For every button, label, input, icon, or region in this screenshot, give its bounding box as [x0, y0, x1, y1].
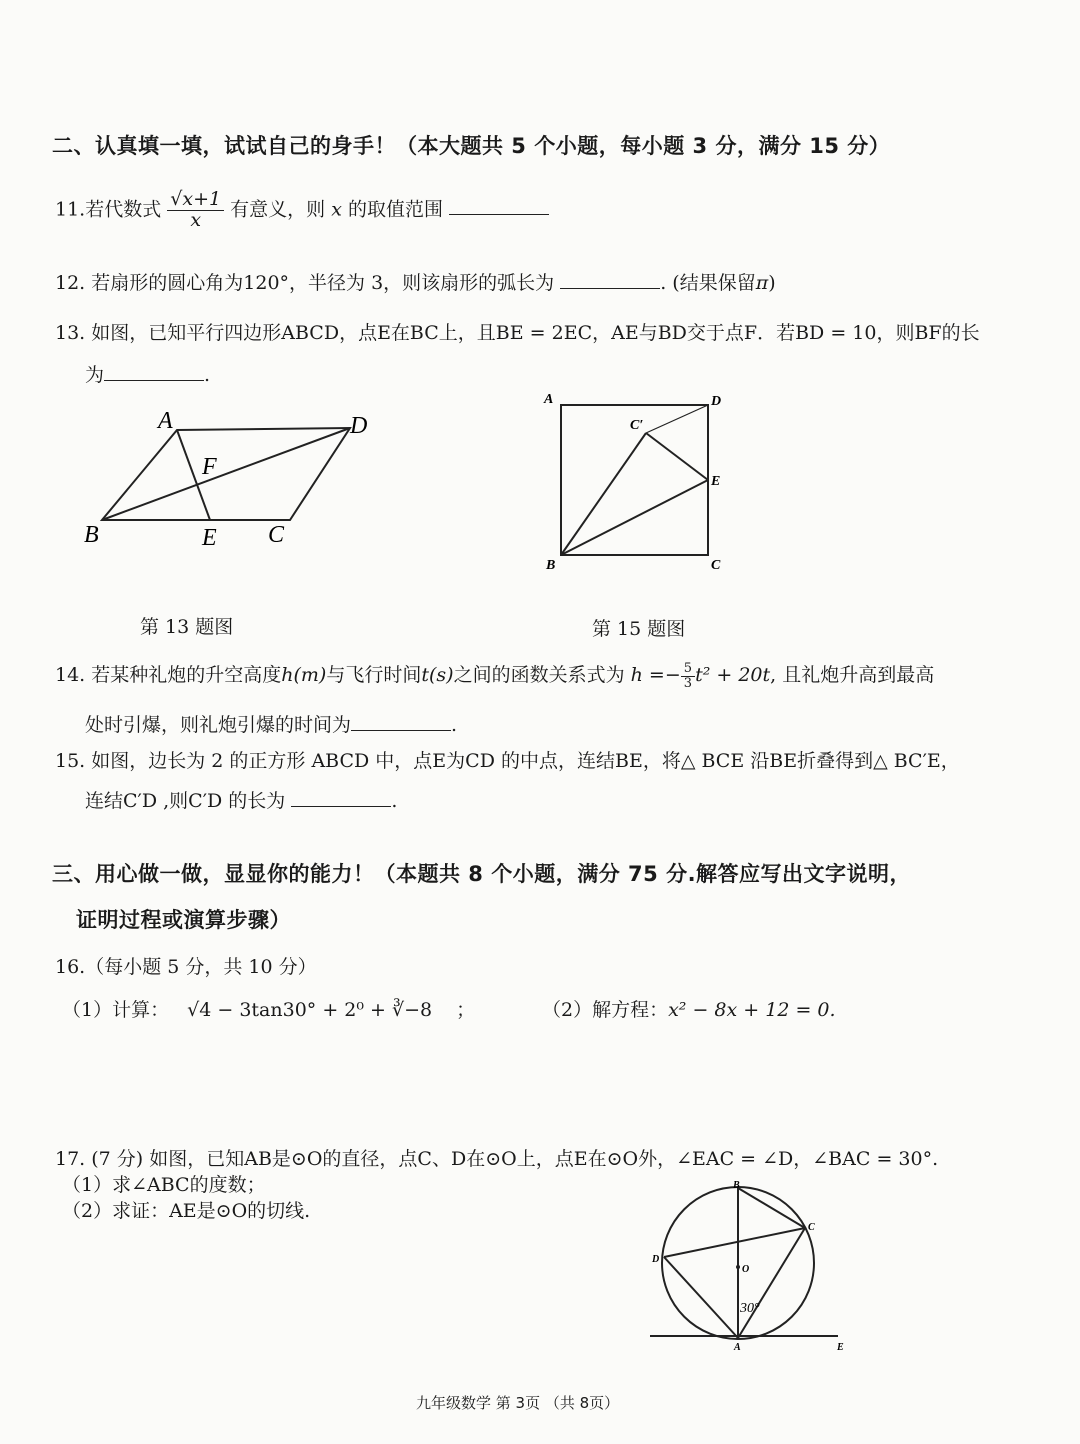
label-e: E	[202, 525, 217, 551]
page-footer: 九年级数学 第 3页 （共 8页）	[416, 1394, 620, 1412]
question-15: 15. 如图，边长为 2 的正方形 ABCD 中，点E为CD 的中点，连结BE，将△ BCE 沿BE折叠得到△ BC′E，	[55, 750, 960, 772]
label-d: D	[350, 413, 368, 439]
answer-blank-12[interactable]	[560, 270, 660, 289]
question-12: 12. 若扇形的圆心角为120°，半径为 3，则该扇形的弧长为 . (结果保留π)	[55, 272, 776, 294]
segment-c-prime-e	[646, 433, 708, 480]
question-16-part2: （2）解方程：x² − 8x + 12 = 0.	[542, 999, 836, 1021]
fig17-label-c: C	[808, 1222, 815, 1233]
figure-15-caption: 第 15 题图	[592, 618, 686, 640]
figure-13-parallelogram	[60, 400, 400, 560]
fig17-angle-label: 30°	[740, 1301, 760, 1316]
section-3-heading: 三、用心做一做，显显你的能力！（本题共 8 个小题，满分 75 分.解答应写出文字说明，	[52, 862, 912, 886]
figure-13-caption: 第 13 题图	[140, 616, 234, 638]
question-17-part2: （2）求证：AE是⊙O的切线.	[62, 1200, 311, 1222]
center-point-o	[736, 1265, 740, 1269]
fig15-label-c: C	[711, 558, 721, 573]
fig15-label-e: E	[711, 474, 721, 489]
answer-blank-13[interactable]	[104, 362, 204, 381]
answer-blank-15[interactable]	[291, 788, 391, 807]
fig15-label-a: A	[544, 392, 554, 407]
label-c: C	[268, 522, 285, 548]
question-16-title: 16.（每小题 5 分，共 10 分）	[55, 956, 317, 978]
label-f: F	[202, 454, 217, 480]
segment-dc	[664, 1228, 805, 1257]
label-a: A	[158, 408, 173, 434]
fig15-label-c-prime: C′	[630, 418, 644, 433]
fig17-label-b: B	[733, 1180, 740, 1191]
segment-be	[561, 480, 708, 555]
question-15-line2: 连结C′D ,则C′D 的长为 .	[85, 790, 398, 812]
q11-fraction: $\frac{√x+1}{x}$	[167, 190, 224, 231]
answer-blank-11[interactable]	[449, 196, 549, 215]
segment-bc-prime	[561, 433, 646, 555]
fig17-label-e: E	[837, 1342, 844, 1353]
fig17-label-d: D	[652, 1254, 660, 1265]
label-b: B	[84, 522, 99, 548]
fig17-label-a: A	[734, 1342, 741, 1353]
question-11: 11.若代数式 $\frac{√x+1}{x}$ 有意义，则 x 的取值范围	[55, 190, 549, 231]
section-3-heading-line2: 证明过程或演算步骤）	[76, 908, 291, 932]
question-13-line2: 为 .	[85, 364, 211, 386]
answer-blank-14[interactable]	[351, 712, 451, 731]
fig15-label-b: B	[546, 558, 556, 573]
question-13: 13. 如图，已知平行四边形ABCD，点E在BC上，且BE = 2EC，AE与BD交于点F．若BD = 10，则BF的长	[55, 322, 980, 344]
question-14: 14. 若某种礼炮的升空高度h(m)与飞行时间t(s)之间的函数关系式为 h =− $\frac{5}{3}$ t² + 20t, 且礼炮升高到最高	[55, 660, 935, 691]
question-17-part1: （1）求∠ABC的度数；	[62, 1174, 266, 1196]
q14-fraction: $\frac{5}{3}$	[681, 662, 695, 690]
question-17: 17. (7 分) 如图，已知AB是⊙O的直径，点C、D在⊙O上，点E在⊙O外，∠EAC = ∠D，∠BAC = 30°.	[55, 1148, 939, 1170]
segment-ca	[738, 1228, 805, 1338]
figure-15-square	[538, 385, 738, 580]
question-16-part1: （1）计算： √4 − 3tan30° + 2⁰ + ∛−8 ；	[62, 999, 476, 1021]
segment-c-prime-d	[646, 405, 708, 433]
fig17-label-o: O	[742, 1264, 750, 1275]
fig15-label-d: D	[711, 394, 722, 409]
question-14-line2: 处时引爆，则礼炮引爆的时间为 .	[85, 714, 458, 736]
segment-da	[664, 1257, 738, 1338]
section-2-heading: 二、认真填一填，试试自己的身手！（本大题共 5 个小题，每小题 3 分，满分 15 分）	[52, 134, 891, 158]
figure-17-circle	[640, 1180, 860, 1355]
